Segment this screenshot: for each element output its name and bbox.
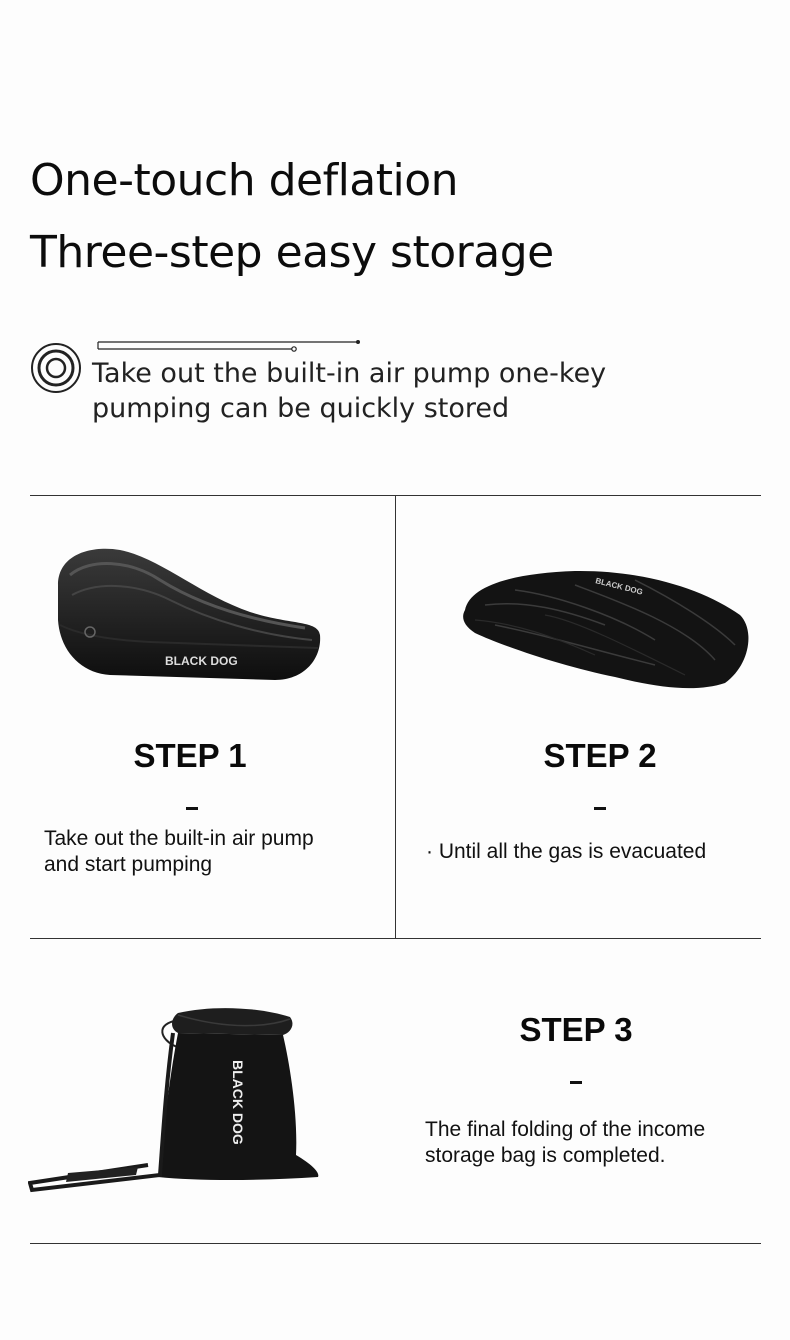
step-2-description: · Until all the gas is evacuated [426, 840, 707, 863]
storage-bag-image [28, 1005, 328, 1195]
title-line-2: Three-step easy storage [30, 227, 554, 278]
intro-text: Take out the built-in air pump one-key pumping can be quickly stored [92, 358, 607, 424]
step-2-title: STEP 2 [543, 737, 657, 774]
step-3-description: The final folding of the income storage bag is completed. [425, 1118, 706, 1167]
decorative-line [96, 340, 360, 352]
step-3-dash [570, 1081, 582, 1084]
target-icon [29, 341, 83, 395]
title-line-1: One-touch deflation [30, 155, 459, 206]
step-1-description: Take out the built-in air pump and start pumping [44, 827, 314, 876]
brand-logo-3: BLACK DOG [230, 1060, 246, 1145]
inflated-lounger-image [50, 540, 330, 685]
divider-middle [30, 938, 761, 939]
brand-logo-2: BLACK DOG [594, 576, 644, 597]
divider-vertical [395, 495, 396, 938]
step-3-title: STEP 3 [519, 1011, 633, 1048]
step-1-dash [186, 807, 198, 810]
brand-logo-1: BLACK DOG [165, 654, 238, 668]
step-1-title: STEP 1 [133, 737, 247, 774]
divider-bottom [30, 1243, 761, 1244]
deflated-lounger-image [455, 565, 755, 695]
step-2-dash [594, 807, 606, 810]
